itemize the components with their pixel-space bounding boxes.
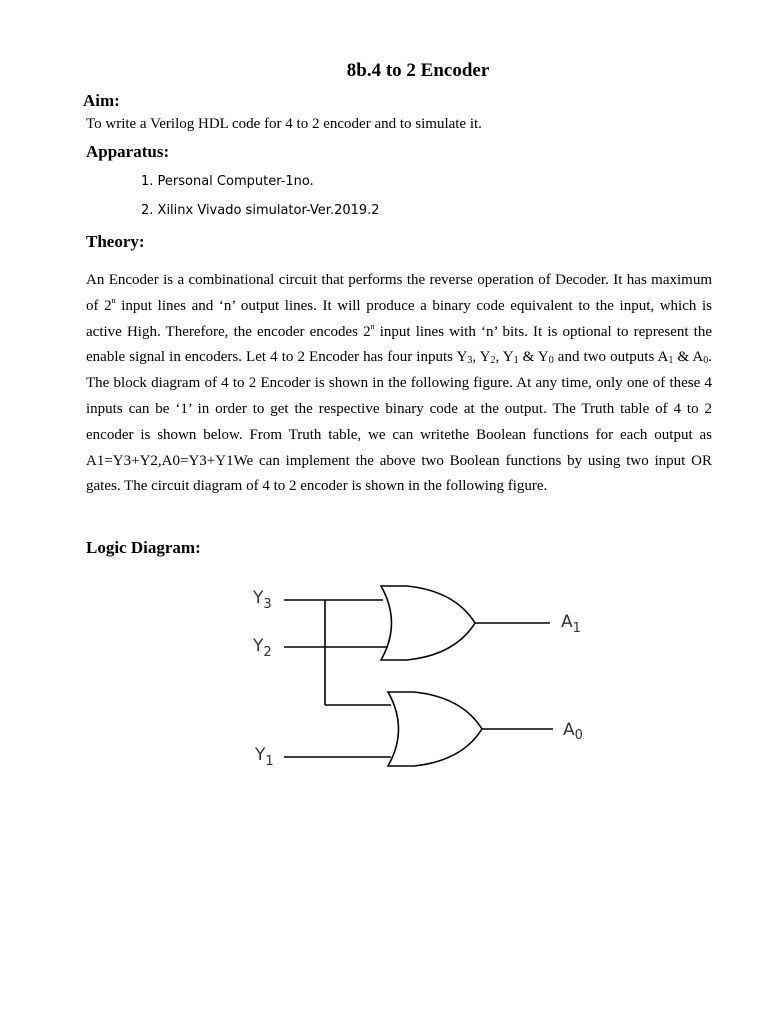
- logic-diagram: [240, 575, 600, 775]
- theory-text-segment: n: [111, 295, 116, 305]
- page-title: 8b.4 to 2 Encoder: [346, 60, 490, 81]
- theory-text-segment: 0: [548, 355, 554, 367]
- apparatus-item: 1. Personal Computer-1no.: [141, 174, 314, 189]
- apparatus-heading: Apparatus:: [86, 142, 170, 161]
- theory-text-segment: . The block diagram of 4 to 2 Encoder is shown in the following figure. At any time, only one of these 4 inputs can be ‘1’ in order to get the respective binary code at the output. The Truth table of 4 to 2 encoder is shown below. From Truth table, we can writethe Boolean functions for each output as A1=Y3+Y2,A0=Y3+Y1We can implement the above two Boolean functions by using two input OR gates. The circuit diagram of 4 to 2 encoder is shown in the following figure.: [86, 349, 712, 495]
- theory-text-segment: 0: [703, 355, 709, 367]
- theory-text-segment: , Y: [472, 349, 491, 366]
- theory-text-segment: An Encoder is a combinational circuit that performs the reverse operation of Decoder. It has maximum of 2: [86, 272, 712, 314]
- theory-text-segment: input lines and ‘n’ output lines. It will produce a binary code equivalent to the input, which is active High. Therefore, the encoder encodes 2: [86, 297, 712, 340]
- or-gate-a0: [388, 692, 482, 766]
- logic-diagram-heading: Logic Diagram:: [86, 538, 201, 557]
- theory-paragraph: [86, 268, 712, 500]
- or-gate-a1: [381, 586, 475, 660]
- apparatus-item: 2. Xilinx Vivado simulator-Ver.2019.2: [141, 203, 380, 218]
- output-label-a0: $A_0$: [563, 720, 583, 743]
- theory-heading: Theory:: [86, 232, 145, 251]
- theory-text-segment: 1: [513, 355, 519, 367]
- theory-text-segment: input lines with ‘n’ bits. It is optional to represent the enable signal in encoders. Let 4 to 2 Encoder has four inputs Y: [86, 323, 713, 366]
- input-label-y2: $Y_2$: [253, 636, 272, 660]
- input-label-y3: $Y_3$: [253, 588, 272, 612]
- theory-text-segment: n: [370, 321, 375, 331]
- theory-text-segment: & Y: [518, 349, 549, 366]
- theory-text-segment: 1: [668, 355, 674, 367]
- theory-text-segment: and two outputs A: [553, 349, 669, 366]
- theory-text-segment: 2: [490, 355, 496, 367]
- theory-text-segment: , Y: [495, 349, 514, 366]
- input-label-y1: $Y_1$: [255, 745, 274, 769]
- theory-text-segment: 3: [467, 355, 473, 367]
- aim-heading: Aim:: [83, 91, 120, 110]
- output-label-a1: $A_1$: [561, 612, 581, 636]
- theory-text-segment: & A: [673, 349, 704, 366]
- aim-text: To write a Verilog HDL code for 4 to 2 encoder and to simulate it.: [86, 116, 482, 132]
